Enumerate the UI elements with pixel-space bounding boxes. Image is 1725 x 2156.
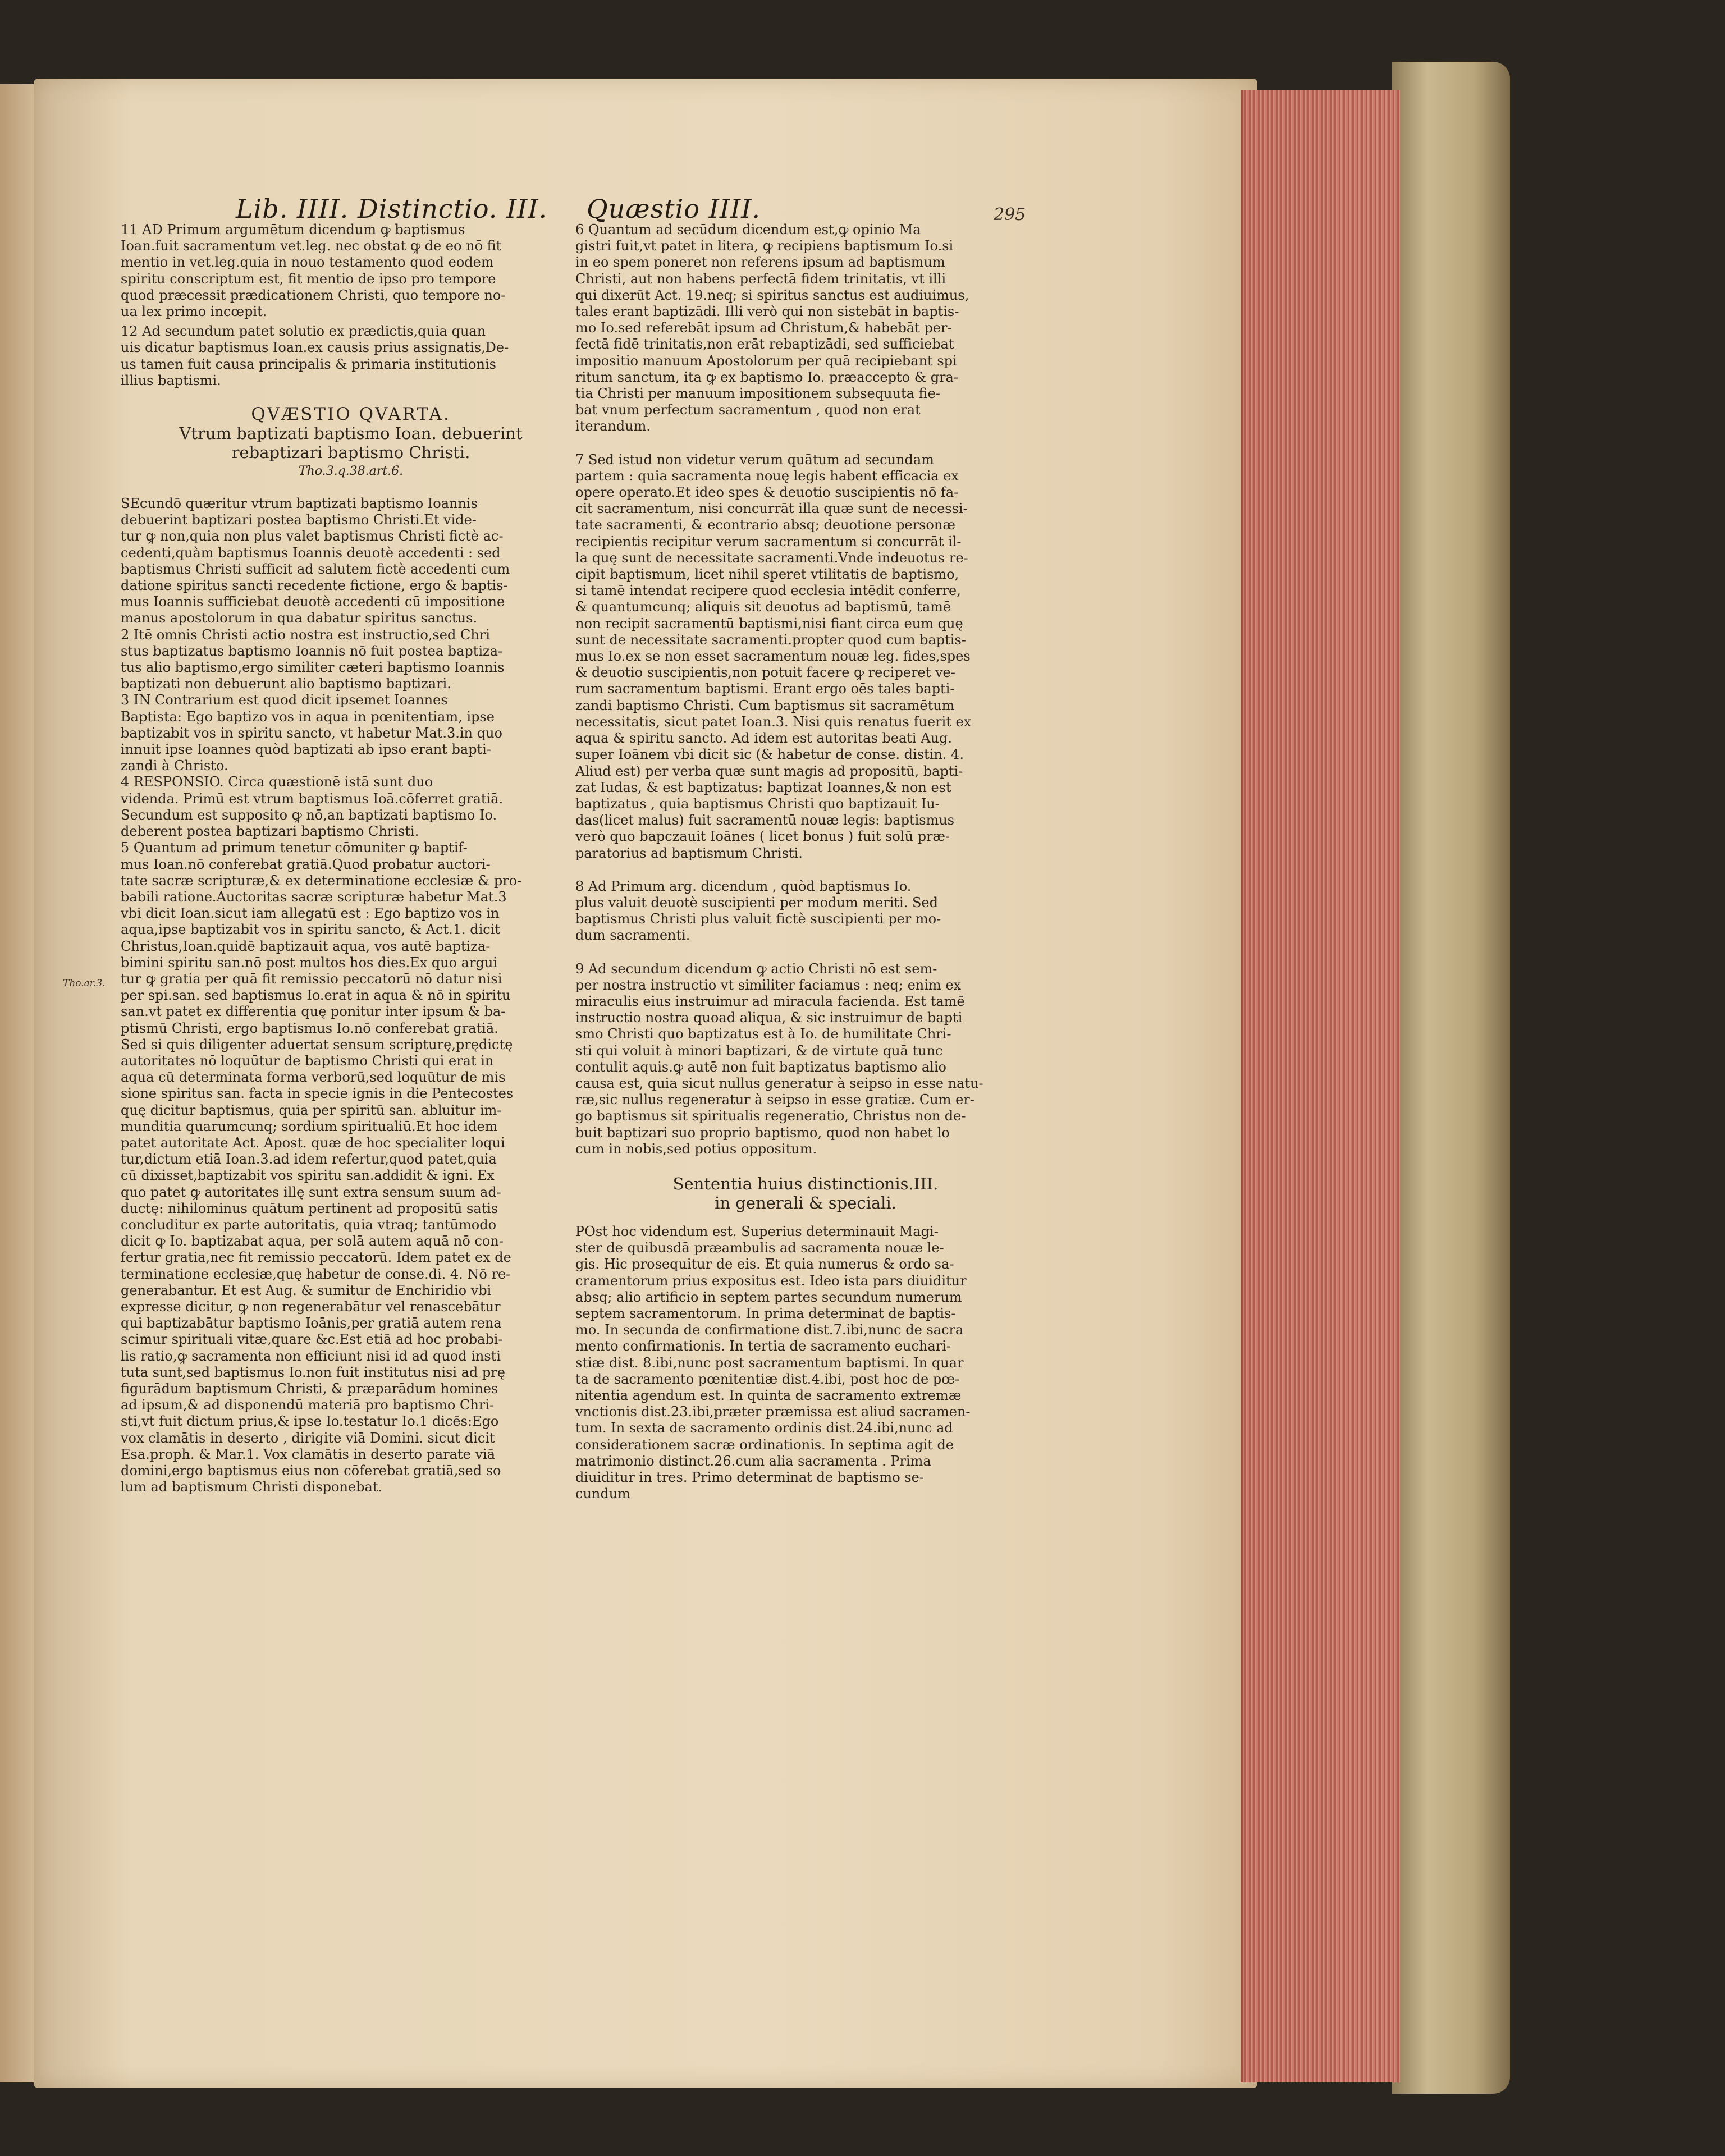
margin-note: Tho.ar.3. xyxy=(63,978,106,989)
question-subtitle-1: Vtrum baptizati baptismo Ioan. debuerint xyxy=(179,424,523,443)
paragraph-6: 6 Quantum ad secūdum dicendum est,ꝙ opinio Ma gistri fuit,vt patet in litera, ꝙ recipiens baptismum Io.si in eo spem poneret non referens ipsum ad baptismum Christi, aut non habens perfectā fidem trinitatis, vt illi qui dixerūt Act. 19.neq; si spiritus sanctus est audiuimus, tales erant baptizādi. Illi verò qui non sistebāt in baptis- mo Io.sed referebāt ipsum ad Christum,& habebāt per- fectā fidē trinitatis,non erāt rebaptizādi, sed sufficiebat impositio manuum Apostolorum per quā recipiebant spi ritum sanctum, ita ꝙ ex baptismo Io. præaccepto & gra- tia Christi per manuum impositionem subsequuta fie- bat vnum perfectum sacramentum , quod non erat iterandum. xyxy=(575,222,969,434)
paragraph-7: 7 Sed istud non videtur verum quātum ad secundam partem : quia sacramenta nouę legis habent efficacia ex opere operato.Et ideo spes & deuotio suscipientis nō fa- cit sacramentum, nisi concurrāt illa quæ sunt de necessi- tate sacramenti, & econtrario absq; deuotione personæ recipientis recipitur verum sacramentum si concurrāt il- la quę sunt de necessitate sacramenti.Vnde indeuotus re- cipit baptismum, licet nihil speret vtilitatis de baptismo, si tamē intendat recipere quod ecclesia intēdit conferre, & quantumcunq; aliquis sit deuotus ad baptismū, tamē non recipit sacramentū baptismi,nisi fiant circa eum quę sunt de necessitate sacramenti.propter quod cum baptis- mus Io.ex se non esset sacramentum nouæ leg. fides,spes & deuotio suscipientis,non potuit facere ꝙ reciperet ve- rum sacramentum baptismi. Erant ergo oēs tales bapti- zandi baptismo Christi. Cum baptismus sit sacramētum necessitatis, sicut patet Ioan.3. Nisi quis renatus fuerit ex aqua & spiritu sancto. Ad idem est autoritas beati Aug. super Ioānem vbi dicit sic (& habetur de conse. distin. 4. Aliud est) per verba quæ sunt magis ad propositū, bapti- zat Iudas, & est baptizatus: baptizat Ioannes,& non est baptizatus , quia baptismus Christi quo baptizauit Iu- das(licet malus) fuit sacramentū nouæ legis: baptismus verò quo bapczauit Ioānes ( licet bonus ) fuit solū præ- paratorius ad baptismum Christi. xyxy=(575,451,972,861)
question-reference: Tho.3.q.38.art.6. xyxy=(298,464,404,479)
paragraph-intro: SEcundō quæritur vtrum baptizati baptismo Ioannis debuerint baptizari postea baptismo Christi.Et vide- tur ꝙ non,quia non plus valet baptismus Christi fictè ac- cedenti,quàm baptismus Ioannis deuotè accedenti : sed baptismus Christi sufficit ad salutem fictè accedenti cum datione spiritus sancti recedente fictione, ergo & baptis- mus Ioannis sufficiebat deuotè accedenti cū impositione manus apostolorum in qua dabatur spiritus sanctus. xyxy=(121,496,510,626)
paragraph-2: 2 Itē omnis Christi actio nostra est instructio,sed Chri stus baptizatus baptismo Ioannis nō fuit postea baptiza- tus alio baptismo,ergo similiter cæteri baptismo Ioannis baptizati non debuerunt alio baptismo baptizari. xyxy=(121,626,505,692)
running-head-left: Lib. IIII. Distinctio. III. xyxy=(236,194,548,224)
paragraph-12: 12 Ad secundum patet solutio ex prædictis,quia quan uis dicatur baptismus Ioan.ex causis prius assignatis,De- us tamen fuit causa principalis & primaria institutionis illius baptismi. xyxy=(121,323,509,388)
sententia-title-2: in generali & speciali. xyxy=(715,1193,896,1212)
paragraph-5: 5 Quantum ad primum tenetur cōmuniter ꝙ baptif- mus Ioan.nō conferebat gratiā.Quod probatur auctori- tate sacræ scripturæ,& ex determinatione ecclesiæ & pro- babili ratione.Auctoritas sacræ scripturæ habetur Mat.3 vbi dicit Ioan.sicut iam allegatū est : Ego baptizo vos in aqua,ipse baptizabit vos in spiritu sancto, & Act.1. dicit Christus,Ioan.quidē baptizauit aqua, vos autē baptiza- bimini spiritu san.nō post multos hos dies.Ex quo argui tur ꝙ gratia per quā fit remissio peccatorū nō datur nisi per spi.san. sed baptismus Io.erat in aqua & nō in spiritu san.vt patet ex differentia quę ponitur inter ipsum & ba- ptismū Christi, ergo baptismus Io.nō conferebat gratiā. Sed si quis diligenter aduertat sensum scripturę,prędictę autoritates nō loquūtur de baptismo Christi qui erat in aqua cū determinata forma verborū,sed loquūtur de mis sione spiritus san. facta in specie ignis in die Pentecostes quę dicitur baptismus, quia per spiritū san. abluitur im- munditia quarumcunq; sordium spiritualiū.Et hoc idem patet autoritate Act. Apost. quæ de hoc specialiter loqui tur,dictum etiā Ioan.3.ad idem refertur,quod patet,quia cū dixisset,baptizabit vos spiritu san.addidit & igni. Ex quo patet ꝙ autoritates illę sunt extra sensum suum ad- ductę: nihilominus quātum pertinent ad propositū satis concluditur ex parte autoritatis, quia vtraq; tantūmodo dicit ꝙ Io. baptizabat aqua, per solā autem aquā nō con- fertur gratia,nec fit remissio peccatorū. Idem patet ex de terminatione ecclesiæ,quę habetur de conse.di. 4. Nō re- generabantur. Et est Aug. & sumitur de Enchiridio vbi expresse dicitur, ꝙ non regenerabātur vel renascebātur qui baptizabātur baptismo Ioānis,per gratiā autem rena scimur spirituali vitæ,quare &c.Est etiā ad hoc probabi- lis ratio,ꝙ sacramenta non efficiunt nisi id ad quod insti tuta sunt,sed baptismus Io.non fuit institutus nisi ad prę figurādum baptismum Christi, & præparādum homines ad ipsum,& ad disponendū materiā pro baptismo Chri- sti,vt fuit dictum prius,& ipse Io.testatur Io.1 dicēs:Ego vox clamātis in deserto , dirigite viā Domini. sicut dicit Esa.proph. & Mar.1. Vox clamātis in deserto parate viā domini,ergo baptismus eius non cōferebat gratiā,sed so lum ad baptismum Christi disponebat. xyxy=(121,840,522,1495)
question-title: QVÆSTIO QVARTA. xyxy=(251,404,451,425)
left-column xyxy=(121,222,581,1495)
folio-number: 295 xyxy=(994,205,1026,225)
sententia-title-1: Sententia huius distinctionis.III. xyxy=(672,1174,939,1193)
paragraph-final: POst hoc videndum est. Superius determinauit Magi- ster de quibusdā præambulis ad sacramenta nouæ le- gis. Hic prosequitur de eis. Et quia numerus & ordo sa- cramentorum prius expositus est. Ideo ista pars diuiditur absq; alio artificio in septem partes secundum numerum septem sacramentorum. In prima determinat de baptis- mo. In secunda de confirmatione dist.7.ibi,nunc de sacra mento confirmationis. In tertia de sacramento euchari- stiæ dist. 8.ibi,nunc post sacramentum baptismi. In quar ta de sacramento pœnitentiæ dist.4.ibi, post hoc de pœ- nitentia agendum est. In quinta de sacramento extremæ vnctionis dist.23.ibi,præter præmissa est aliud sacramen- tum. In sexta de sacramento ordinis dist.24.ibi,nunc ad considerationem sacræ ordinationis. In septima agit de matrimonio distinct.26.cum alia sacramenta . Prima diuiditur in tres. Primo determinat de baptismo se- cundum xyxy=(575,1223,971,1502)
paragraph-11: 11 AD Primum argumētum dicendum ꝙ baptismus Ioan.fuit sacramentum vet.leg. nec obstat ꝙ de eo nō fit mentio in vet.leg.quia in nouo testamento quod eodem spiritu conscriptum est, fit mentio de ipso pro tempore quod præcessit prædicationem Christi, quo tempore no- ua lex primo incœpit. xyxy=(121,222,506,320)
paragraph-3: 3 IN Contrarium est quod dicit ipsemet Ioannes Baptista: Ego baptizo vos in aqua in pœnitentiam, ipse baptizabit vos in spiritu sancto, vt habetur Mat.3.in quo innuit ipse Ioannes quòd baptizati ab ipso erant bapti- zandi à Christo. xyxy=(121,692,502,774)
paragraph-4: 4 RESPONSIO. Circa quæstionē istā sunt duo videnda. Primū est vtrum baptismus Ioā.cōferret gratiā. Secundum est supposito ꝙ nō,an baptizati baptismo Io. deberent postea baptizari baptismo Christi. xyxy=(121,774,504,840)
running-head-right: Quæstio IIII. xyxy=(587,194,761,224)
paragraph-9: 9 Ad secundum dicendum ꝙ actio Christi nō est sem- per nostra instructio vt similiter faciamus : neq; enim ex miraculis eius instruimur ad miracula facienda. Est tamē instructio nostra quoad aliqua, & sic instruimur de bapti smo Christi quo baptizatus est à Io. de humilitate Chri- sti qui voluit à minori baptizari, & de virtute quā tunc contulit aquis.ꝙ autē non fuit baptizatus baptismo alio causa est, quia sicut nullus generatur à seipso in esse natu- ræ,sic nullus regeneratur à seipso in esse gratiæ. Cum er- go baptismus sit spiritualis regeneratio, Christus non de- buit baptizari suo proprio baptismo, quod non habet lo cum in nobis,sed potius oppositum. xyxy=(575,960,983,1157)
paragraph-8: 8 Ad Primum arg. dicendum , quòd baptismus Io. plus valuit deuotè suscipienti per modum meriti. Sed baptismus Christi plus valuit fictè suscipienti per mo- dum sacramenti. xyxy=(575,878,941,944)
question-subtitle-2: rebaptizari baptismo Christi. xyxy=(231,443,470,463)
right-column xyxy=(575,222,1036,1502)
